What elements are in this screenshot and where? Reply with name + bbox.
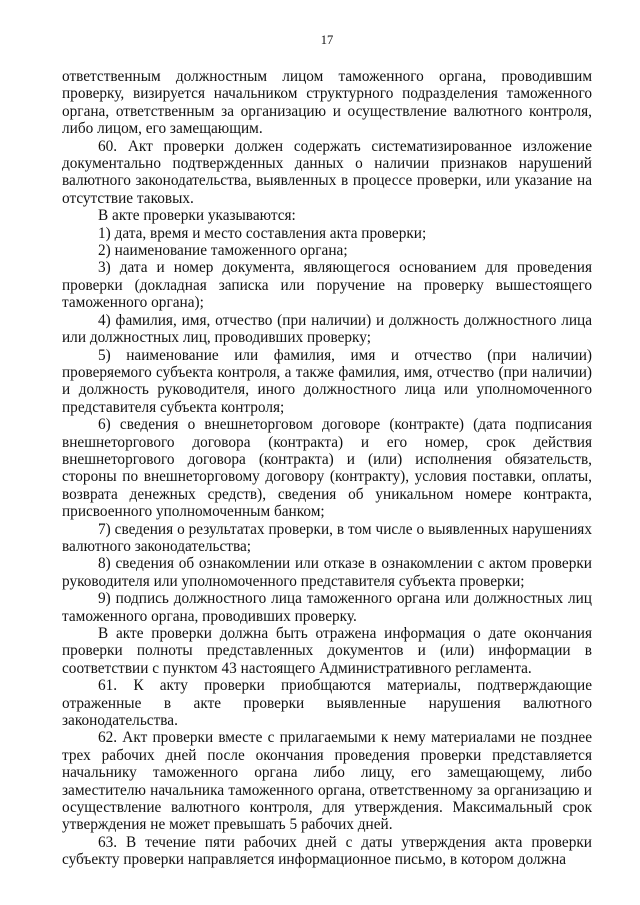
paragraph-63: 63. В течение пяти рабочих дней с даты утверждения акта проверки субъекту проверки направляется информационное письмо, в котором должна — [62, 833, 592, 869]
list-item-2: 2) наименование таможенного органа; — [98, 242, 348, 260]
page-number: 17 — [320, 33, 334, 47]
paragraph-62: 62. Акт проверки вместе с прилагаемыми к нему материалами не позднее трех рабочих дней после окончания проведения проверки представляется начальнику таможенного органа либо лицу, его замещающему, либо заместителю начальника таможенного органа, ответственному за организацию и осуществление валютного контроля, для утверждения. Максимальный срок утверждения не может превышать 5 рабочих дней. — [62, 729, 592, 834]
paragraph-60: 60. Акт проверки должен содержать систематизированное изложение документально подтвержденных данных о наличии признаков нарушений валютного законодательства, выявленных в процессе проверки, или указание на отсутствие таковых. — [62, 137, 592, 207]
list-item-5: 5) наименование или фамилия, имя и отчество (при наличии) проверяемого субъекта контроля, а также фамилия, имя, отчество (при наличии) и должность руководителя, иного должностного лица или уполномоченного представителя субъекта контроля; — [62, 346, 592, 416]
list-item-3: 3) дата и номер документа, являющегося основанием для проведения проверки (докладная записка или поручение на проверку вышестоящего таможенного органа); — [62, 259, 592, 312]
list-item-6: 6) сведения о внешнеторговом договоре (контракте) (дата подписания внешнеторгового договора (контракта) и его номер, срок действия внешнеторгового договора (контракта) и (или) исполнения обязательств, стороны по внешнеторговому договору (контракту), условия поставки, оплаты, возврата денежных средств), сведения об уникальном номере контракта, присвоенного уполномоченным банком; — [62, 416, 592, 521]
list-item-4: 4) фамилия, имя, отчество (при наличии) и должность должностного лица или должностных лиц, проводивших проверку; — [62, 311, 592, 347]
paragraph-continuation: ответственным должностным лицом таможенного органа, проводившим проверку, визируется начальником структурного подразделения таможенного органа, ответственным за организацию и осуществление валютного контроля, либо лицом, его замещающим. — [62, 68, 592, 138]
list-item-1: 1) дата, время и место составления акта проверки; — [98, 224, 427, 242]
list-item-9: 9) подпись должностного лица таможенного органа или должностных лиц таможенного органа, проводивших проверку. — [62, 590, 592, 625]
list-item-7: 7) сведения о результатах проверки, в том числе о выявленных нарушениях валютного законодательства; — [62, 520, 592, 555]
paragraph-list-intro: В акте проверки указываются: — [98, 207, 296, 225]
paragraph-info-date: В акте проверки должна быть отражена информация о дате окончания проверки полноты представленных документов и (или) информации в соответствии с пунктом 43 настоящего Административного регламента. — [62, 625, 592, 677]
list-item-8: 8) сведения об ознакомлении или отказе в ознакомлении с актом проверки руководителя или уполномоченного представителя субъекта проверки; — [62, 555, 592, 590]
paragraph-61: 61. К акту проверки приобщаются материалы, подтверждающие отраженные в акте проверки выявленные нарушения валютного законодательства. — [62, 677, 592, 730]
